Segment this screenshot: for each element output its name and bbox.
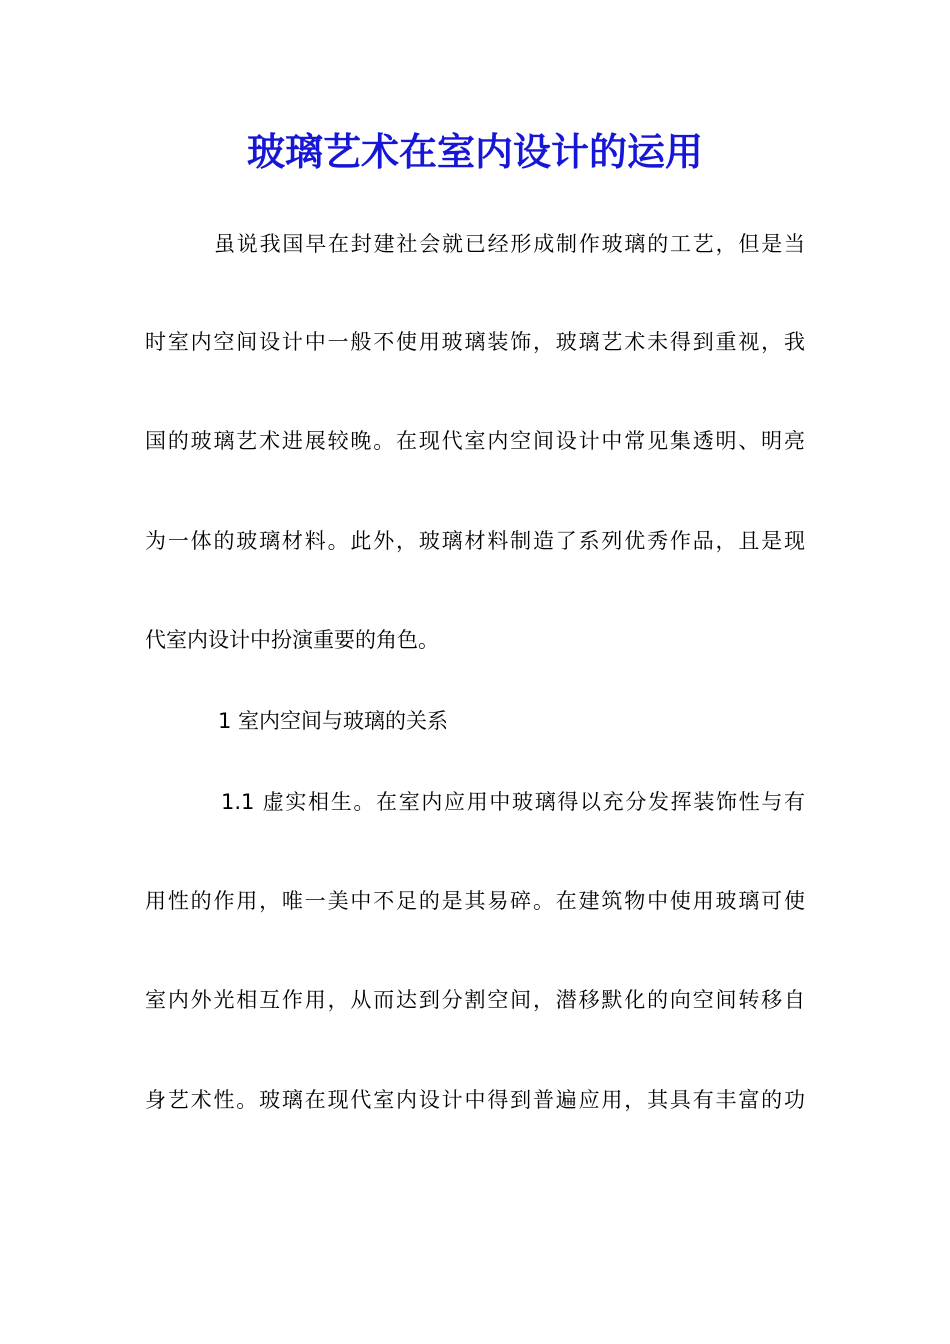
paragraph-line: 虽说我国早在封建社会就已经形成制作玻璃的工艺，但是当 <box>214 232 805 256</box>
paragraph-line: 为一体的玻璃材料。此外，玻璃材料制造了系列优秀作品，且是现 <box>145 529 805 553</box>
section-heading: 1 室内空间与玻璃的关系 <box>218 709 449 733</box>
paragraph-line: 身艺术性。玻璃在现代室内设计中得到普遍应用，其具有丰富的功 <box>145 1088 805 1112</box>
paragraph-line: 1.1 虚实相生。在室内应用中玻璃得以充分发挥装饰性与有 <box>221 790 805 814</box>
paragraph-line: 代室内设计中扮演重要的角色。 <box>145 628 439 652</box>
paragraph-line: 国的玻璃艺术进展较晚。在现代室内空间设计中常见集透明、明亮 <box>145 429 805 453</box>
document-title: 玻璃艺术在室内设计的运用 <box>246 129 703 174</box>
paragraph-line: 用性的作用，唯一美中不足的是其易碎。在建筑物中使用玻璃可使 <box>145 889 805 913</box>
paragraph-line: 室内外光相互作用，从而达到分割空间，潜移默化的向空间转移自 <box>145 988 805 1012</box>
paragraph-line: 时室内空间设计中一般不使用玻璃装饰，玻璃艺术未得到重视，我 <box>145 330 805 354</box>
